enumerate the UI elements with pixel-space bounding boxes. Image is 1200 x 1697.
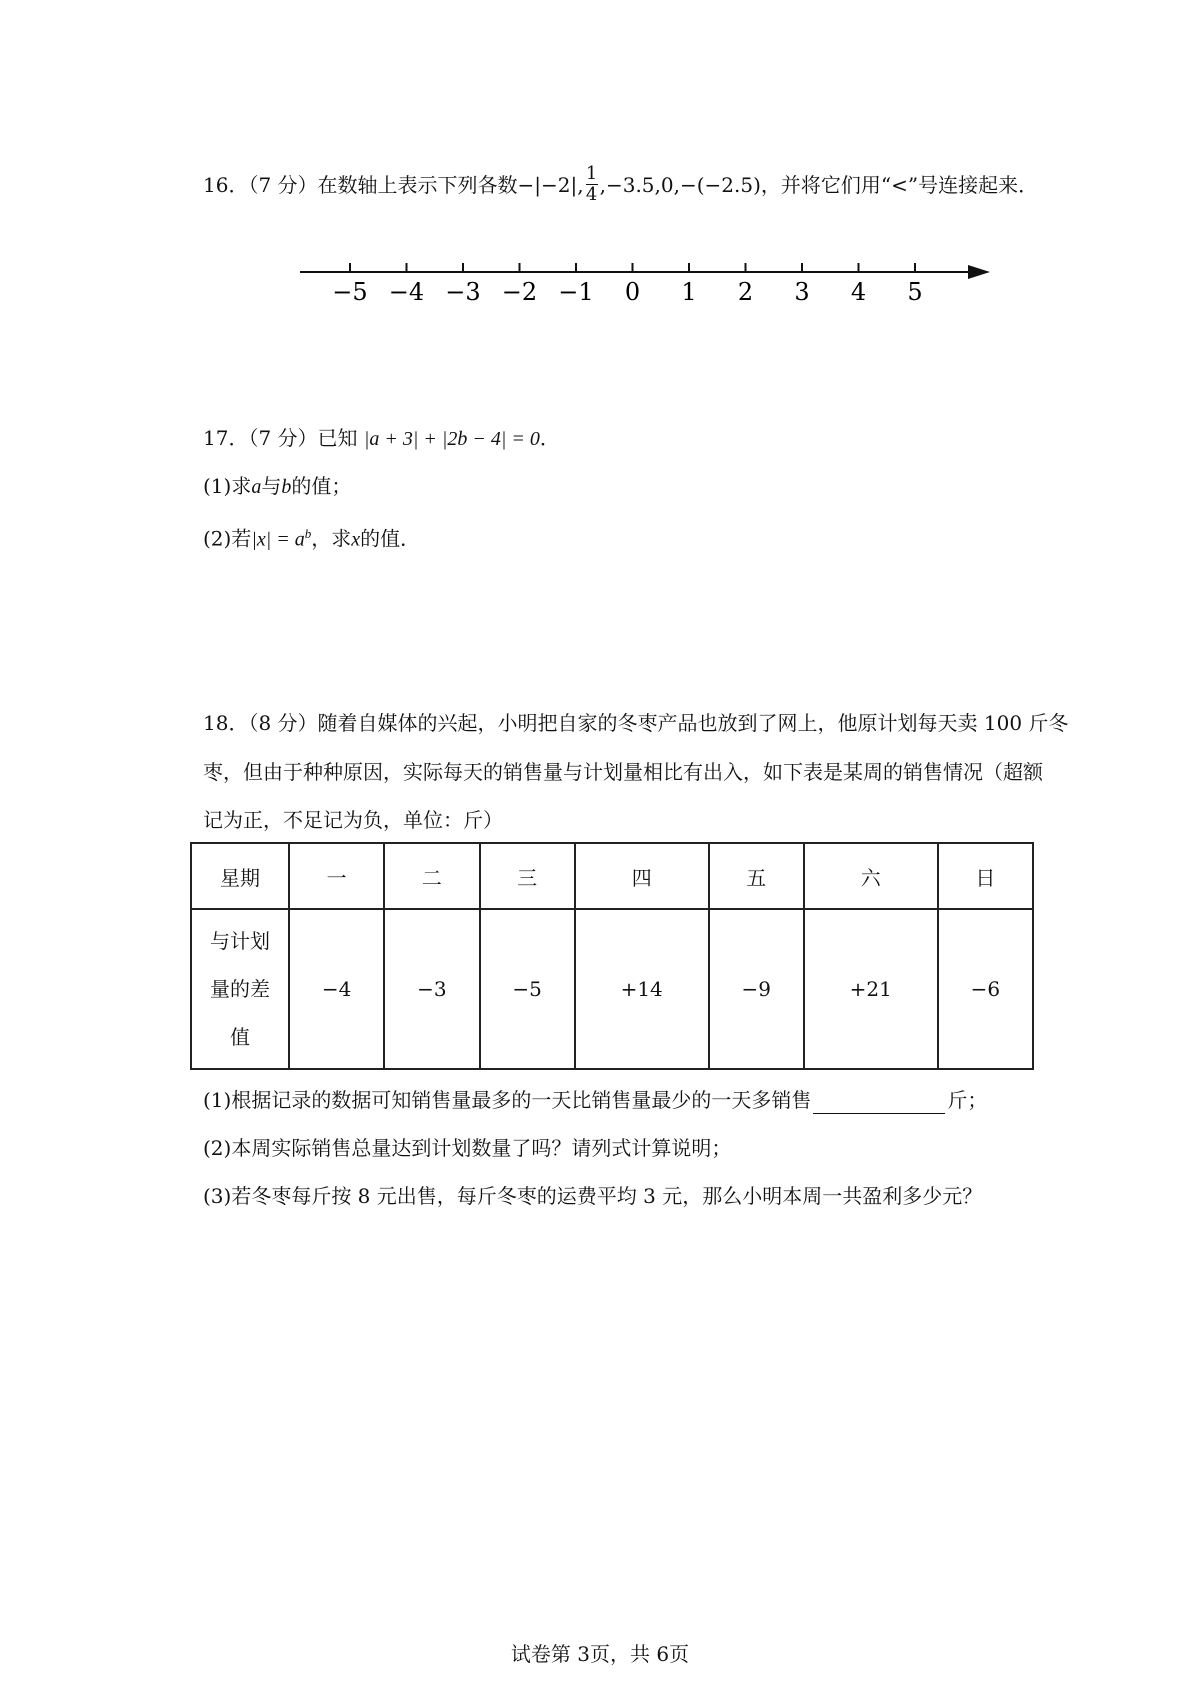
table-value-row	[191, 909, 1033, 1069]
axis-tick-label: 2	[737, 278, 754, 306]
day-cell: 一	[289, 843, 384, 909]
table-header-row	[191, 843, 1033, 909]
row-label-line: 值	[230, 1025, 250, 1049]
q16-frac-den: 4	[585, 184, 598, 205]
q17-p2-prefix: (2)若	[203, 526, 252, 551]
q16-stem	[203, 164, 1038, 205]
row-label-line: 与计划	[210, 929, 270, 953]
q16-suffix: ，并将它们用“<”号连接起来．	[760, 172, 1039, 197]
var-x: x	[351, 528, 361, 551]
axis-tick-label: −5	[332, 278, 368, 306]
value-cell: −3	[384, 909, 479, 1069]
day-cell: 四	[575, 843, 709, 909]
value-cell: +14	[575, 909, 709, 1069]
q17-p2-end: 的值．	[360, 526, 421, 551]
q18-part1	[203, 1086, 987, 1114]
q18-stem-line2: 枣，但由于种种原因，实际每天的销售量与计划量相比有出入，如下表是某周的销售情况（超额	[203, 760, 1043, 784]
q18-part3: (3)若冬枣每斤按 8 元出售，每斤冬枣的运费平均 3 元，那么小明本周一共盈利多少元？	[203, 1184, 983, 1208]
q17-stem	[203, 424, 560, 453]
value-cell: +21	[804, 909, 938, 1069]
value-cell: −5	[480, 909, 575, 1069]
day-cell: 五	[709, 843, 804, 909]
row-label-cell	[191, 909, 289, 1069]
axis-tick-label: −2	[501, 278, 538, 306]
q16-nums-b: ,−3.5,0,−(−2.5)	[599, 172, 761, 197]
q17-p2-exponent: b	[304, 526, 312, 541]
q16-prefix: 16．（7 分）在数轴上表示下列各数	[203, 172, 518, 197]
axis-tick-label: −4	[388, 278, 425, 306]
var-a: a	[251, 476, 262, 498]
q17-p2-equation: |x| = a	[251, 528, 305, 551]
q17-part1	[203, 472, 351, 501]
q18-part2: (2)本周实际销售总量达到计划数量了吗？请列式计算说明；	[203, 1136, 732, 1160]
page-footer: 试卷第 3页，共 6页	[510, 1642, 690, 1666]
q18-stem-line3: 记为正，不足记为负，单位：斤）	[203, 808, 503, 832]
axis-tick-label: −1	[558, 278, 594, 306]
var-b: b	[281, 476, 292, 498]
day-cell: 三	[480, 843, 575, 909]
q18-p1-suffix: 斤；	[947, 1088, 988, 1112]
axis-tick-label: 5	[907, 278, 923, 306]
q18-p1-prefix: (1)根据记录的数据可知销售量最多的一天比销售量最少的一天多销售	[203, 1088, 812, 1112]
answer-blank[interactable]	[813, 1093, 945, 1114]
value-cell: −9	[709, 909, 804, 1069]
q17-p1-mid: 与	[261, 474, 282, 498]
q17-equation: |a + 3| + |2b − 4| = 0	[363, 428, 540, 450]
number-line-svg	[300, 250, 990, 310]
value-cell: −6	[938, 909, 1033, 1069]
value-cell: −4	[289, 909, 384, 1069]
q17-p2-mid: ，求	[311, 526, 352, 551]
day-cell: 六	[804, 843, 938, 909]
row-label-line: 量的差	[210, 977, 270, 1001]
number-line	[300, 250, 990, 310]
q17-p1-end: 的值；	[291, 474, 352, 498]
axis-tick-label: 4	[850, 278, 867, 306]
q16-nums-a: −|−2|,	[517, 172, 584, 197]
axis-arrow-icon	[968, 265, 990, 279]
q17-part2	[203, 520, 420, 554]
day-cell: 二	[384, 843, 479, 909]
header-label-cell: 星期	[191, 843, 289, 909]
day-cell: 日	[938, 843, 1033, 909]
axis-tick-label: 0	[624, 278, 641, 306]
q17-p1-prefix: (1)求	[203, 474, 252, 498]
q17-prefix: 17．（7 分）已知	[203, 426, 364, 450]
axis-tick-label: −3	[445, 278, 481, 306]
q16-frac-num: 1	[585, 163, 598, 184]
axis-tick-label: 3	[794, 278, 810, 306]
axis-tick-label: 1	[681, 278, 697, 306]
q18-stem-line1: 18．（8 分）随着自媒体的兴起，小明把自家的冬枣产品也放到了网上，他原计划每天卖 100 斤冬	[203, 711, 1069, 735]
q16-fraction	[586, 164, 598, 205]
q17-end: ．	[539, 426, 560, 450]
sales-table	[190, 842, 1034, 1070]
